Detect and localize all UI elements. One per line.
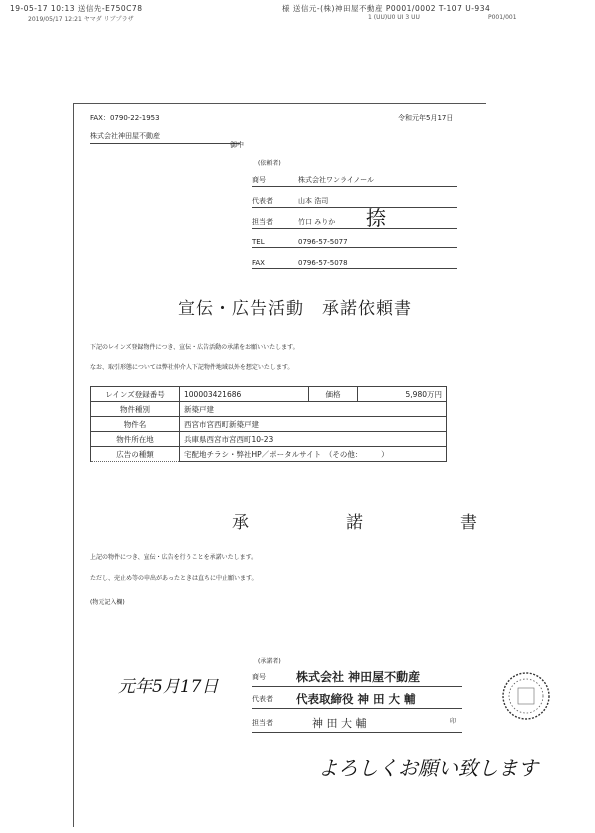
table-row [91, 432, 447, 447]
sender-row [252, 238, 457, 248]
approver-row [252, 688, 462, 709]
handwritten-date: 元年5月17日 [118, 677, 219, 697]
approver-row [252, 666, 462, 687]
table-row-label: 広告の種類 [91, 447, 180, 462]
approver-contact-stamp: 神 田 大 輔 [312, 717, 367, 730]
sender-row-label: 担当者 [252, 218, 273, 226]
approver-row [252, 712, 462, 733]
sender-row [252, 196, 457, 208]
sender-row-value: 竹口 みりか [298, 218, 336, 226]
sender-section-label: (依頼者) [258, 160, 281, 167]
sender-row [252, 259, 457, 269]
sender-row-value: 0796-57-5078 [298, 259, 348, 267]
sender-row-label: 代表者 [252, 197, 273, 205]
price-label: 価格 [309, 387, 358, 402]
sender-seal-stamp: 捺 [366, 206, 386, 230]
fax-header-line1-right: 様 送信元-(株)神田屋不動産 P0001/0002 T-107 U-934 [282, 4, 491, 13]
approver-company-stamp: 株式会社 神田屋不動産 [296, 670, 421, 684]
fax-header-line1-left: 19-05-17 10:13 送信先-E750C78 [10, 4, 143, 13]
page-title: 宣伝・広告活動 承諾依頼書 [178, 299, 412, 319]
fax-header-line2-right: P001/001 [488, 14, 517, 21]
request-text-1: 下記のレインズ登録物件につき、宣伝・広告活動の承諾をお願いいたします。 [90, 344, 299, 351]
table-row-label: 物件所在地 [91, 432, 180, 447]
sender-row [252, 217, 457, 229]
price-value: 5,980万円 [358, 387, 447, 402]
table-row-value: 兵庫県西宮市宮西町10-23 [180, 432, 447, 447]
reins-value: 100003421686 [180, 387, 309, 402]
table-row-value: 新築戸建 [180, 402, 447, 417]
approver-row-label: 商号 [252, 672, 266, 681]
sender-row-label: FAX [252, 259, 265, 267]
table-row-value: 西宮市宮西町新築戸建 [180, 417, 447, 432]
approver-seal-suffix: 印 [449, 718, 456, 725]
sender-row-value: 0796-57-5077 [298, 238, 348, 246]
to-honorific: 御中 [230, 141, 244, 149]
accept-text-1: 上記の物件につき、宣伝・広告を行うことを承諾いたします。 [90, 554, 258, 561]
acceptance-title: 承 諾 書 [232, 513, 517, 533]
approver-label: (承諾者) [258, 658, 281, 665]
table-row [91, 417, 447, 432]
table-row [91, 387, 447, 402]
table-row-value: 宅配地チラシ・弊社HP／ポータルサイト （その他： ） [180, 447, 447, 462]
approver-representative-stamp: 代表取締役 神 田 大 輔 [296, 692, 416, 706]
table-row-label: 物件名 [91, 417, 180, 432]
approver-row-label: 担当者 [252, 718, 273, 727]
sender-row-value: 株式会社ワンライノール [298, 176, 375, 184]
accept-text-2: ただし、売止め等の申出があったときは直ちに中止願います。 [90, 575, 258, 582]
table-row-label: 物件種別 [91, 402, 180, 417]
accept-note: (物元記入欄) [90, 599, 125, 606]
to-company-name: 株式会社神田屋不動産 [90, 132, 160, 140]
approver-row-label: 代表者 [252, 694, 273, 703]
fax-header-line2-mid: 1 (UU)U0 UI 3 UU [368, 14, 420, 21]
fax-header-line2-left: 2019/05/17 12:21 ヤマダ リブプラザ [28, 16, 134, 23]
to-company [90, 131, 240, 144]
request-text-2: なお、取引形態については弊社仲介人下記物件地域以外を想定いたします。 [90, 364, 294, 371]
reins-label: レインズ登録番号 [91, 387, 180, 402]
sender-row-value: 山本 浩司 [298, 197, 329, 205]
sender-row-label: 商号 [252, 176, 266, 184]
table-row [91, 447, 447, 462]
sender-row-label: TEL [252, 238, 265, 246]
document-date: 令和元年5月17日 [398, 114, 454, 122]
property-table [90, 386, 447, 462]
table-row [91, 402, 447, 417]
company-seal-icon [500, 670, 552, 722]
sender-row [252, 175, 457, 187]
handwritten-note: よろしくお願い致します [318, 756, 538, 780]
fax-number: FAX：0790-22-1953 [90, 114, 160, 122]
